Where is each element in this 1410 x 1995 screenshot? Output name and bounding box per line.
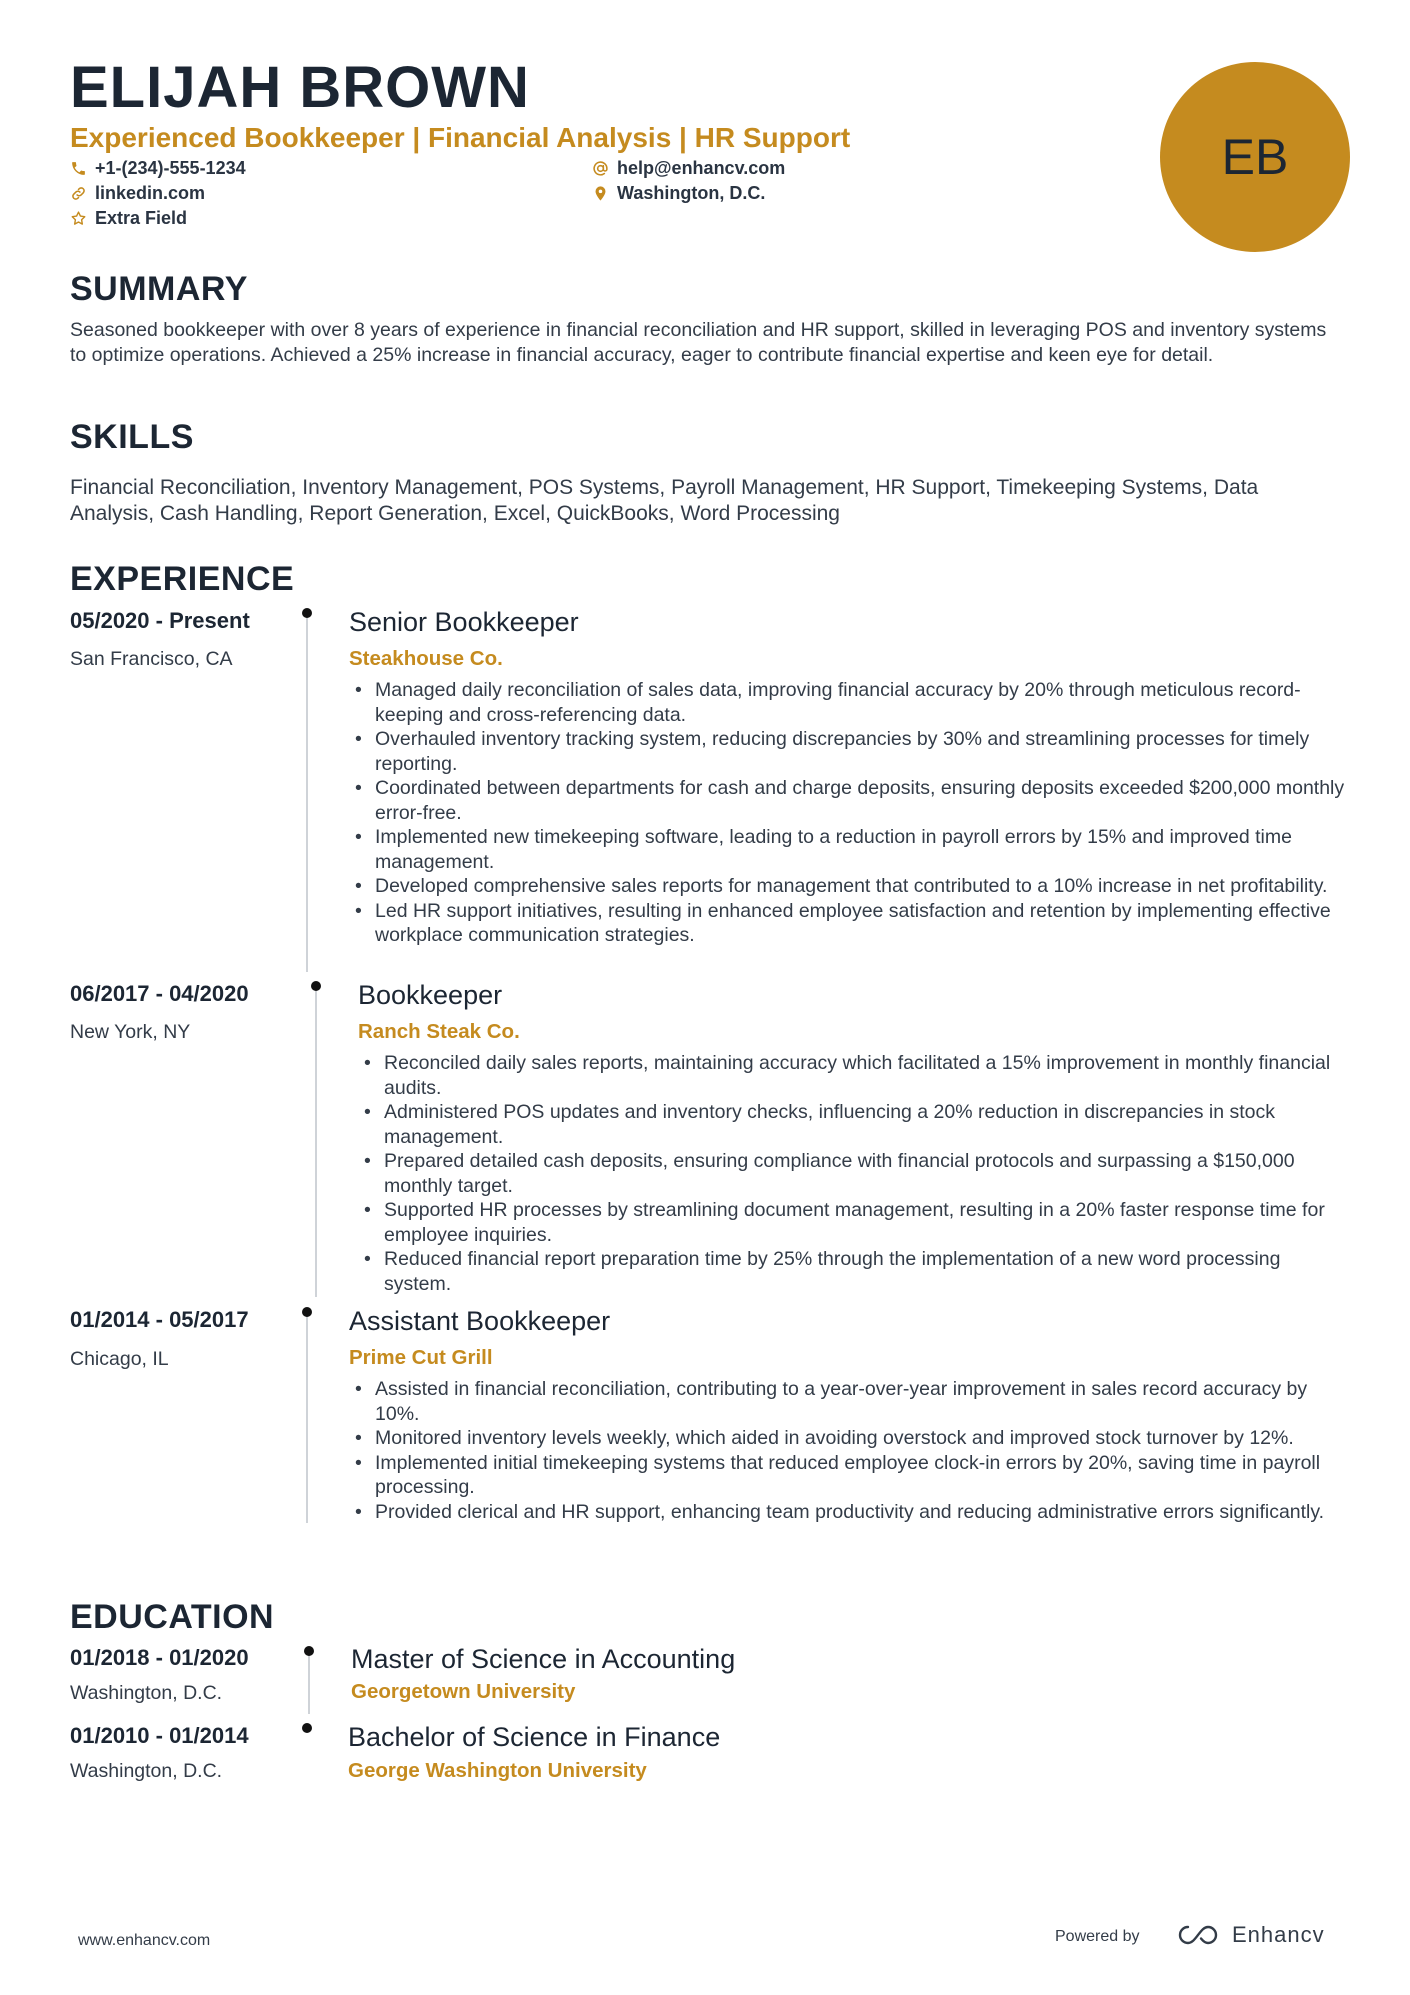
timeline-line [306, 612, 308, 972]
avatar-initials: EB [1160, 62, 1350, 252]
location-text: Washington, D.C. [617, 183, 766, 203]
company-name: Prime Cut Grill [349, 1346, 493, 1369]
degree-title: Master of Science in Accounting [351, 1644, 736, 1674]
summary-heading: SUMMARY [70, 270, 248, 308]
link-icon [70, 185, 87, 202]
experience-heading: EXPERIENCE [70, 560, 295, 598]
enhancv-logo[interactable] [1176, 1922, 1325, 1948]
skills-text: Financial Reconciliation, Inventory Management, POS Systems, Payroll Management, HR Support, Timekeeping Systems, Data Analysis, Cash Handling, Report Generation, Excel, QuickBooks, Word Processing [70, 476, 1259, 525]
at-icon [592, 160, 609, 177]
experience-dates: 01/2014 - 05/2017 [70, 1307, 249, 1332]
achievement-item: • Led HR support initiatives, resulting in enhanced employee satisfaction and retention by implementing effective workplace communication strategies. [349, 899, 1349, 948]
summary-text: Seasoned bookkeeper with over 8 years of experience in financial reconciliation and HR support, skilled in leveraging POS and inventory systems to optimize operations. Achieved a 25% increase in financial accuracy, eager to contribute financial expertise and keen eye for detail. [70, 319, 1327, 366]
headline: Experienced Bookkeeper | Financial Analysis | HR Support [70, 122, 851, 153]
candidate-name: ELIJAH BROWN [70, 55, 530, 120]
achievement-item: • Prepared detailed cash deposits, ensuring compliance with financial protocols and surpassing a $150,000 monthly target. [358, 1149, 1348, 1198]
education-heading: EDUCATION [70, 1598, 275, 1636]
experience-location: New York, NY [70, 1021, 191, 1043]
phone-text: +1-(234)-555-1234 [95, 158, 246, 178]
experience-location: San Francisco, CA [70, 648, 233, 670]
achievement-item: • Managed daily reconciliation of sales data, improving financial accuracy by 20% through meticulous record-keeping and cross-referencing data. [349, 678, 1349, 727]
footer-powered-by: Powered by [1055, 1928, 1140, 1945]
achievement-item: • Administered POS updates and inventory checks, influencing a 20% reduction in discrepancies in stock management. [358, 1100, 1348, 1149]
achievement-item: • Reconciled daily sales reports, maintaining accuracy which facilitated a 15% improvement in monthly financial audits. [358, 1051, 1348, 1100]
star-icon [70, 210, 87, 227]
contact-extra [70, 208, 187, 229]
phone-icon [70, 160, 87, 177]
company-name: Ranch Steak Co. [358, 1020, 520, 1043]
achievement-item: • Coordinated between departments for cash and charge deposits, ensuring deposits exceeded $200,000 monthly error-free. [349, 776, 1349, 825]
timeline-dot [304, 1646, 314, 1656]
skills-heading: SKILLS [70, 418, 194, 456]
experience-dates: 05/2020 - Present [70, 608, 250, 633]
company-name: Steakhouse Co. [349, 647, 503, 670]
timeline-dot [311, 981, 321, 991]
timeline-dot [302, 1307, 312, 1317]
education-location: Washington, D.C. [70, 1682, 223, 1704]
achievement-list [358, 1051, 1348, 1296]
achievement-item: • Implemented initial timekeeping systems that reduced employee clock-in errors by 20%, saving time in payroll processing. [349, 1451, 1349, 1500]
job-title: Bookkeeper [358, 980, 503, 1010]
timeline-line [308, 1650, 310, 1714]
achievement-item: • Assisted in financial reconciliation, contributing to a year-over-year improvement in sales record accuracy by 10%. [349, 1377, 1349, 1426]
timeline-line [315, 985, 317, 1297]
experience-location: Chicago, IL [70, 1348, 169, 1370]
extra-field-text: Extra Field [95, 208, 188, 228]
school-name: Georgetown University [351, 1680, 576, 1703]
achievement-item: • Overhauled inventory tracking system, reducing discrepancies by 30% and streamlining processes for timely reporting. [349, 727, 1349, 776]
timeline-dot [302, 1723, 312, 1733]
footer-website-link[interactable]: www.enhancv.com [78, 1932, 211, 1949]
linkedin-text: linkedin.com [95, 183, 206, 203]
achievement-item: • Supported HR processes by streamlining document management, resulting in a 20% faster response time for employee inquiries. [358, 1198, 1348, 1247]
enhancv-brand-text: Enhancv [1232, 1922, 1325, 1947]
education-dates: 01/2010 - 01/2014 [70, 1723, 249, 1748]
achievement-item: • Implemented new timekeeping software, leading to a reduction in payroll errors by 15% and improved time management. [349, 825, 1349, 874]
map-pin-icon [592, 185, 609, 202]
job-title: Assistant Bookkeeper [349, 1306, 611, 1336]
achievement-item: • Reduced financial report preparation time by 25% through the implementation of a new word processing system. [358, 1247, 1348, 1296]
contact-linkedin[interactable] [70, 183, 205, 204]
contact-phone[interactable] [70, 158, 246, 179]
education-dates: 01/2018 - 01/2020 [70, 1645, 249, 1670]
email-text: help@enhancv.com [617, 158, 786, 178]
achievement-list [349, 678, 1349, 948]
achievement-item: • Monitored inventory levels weekly, which aided in avoiding overstock and improved stock turnover by 12%. [349, 1426, 1349, 1451]
contact-location [592, 183, 765, 204]
education-location: Washington, D.C. [70, 1760, 223, 1782]
degree-title: Bachelor of Science in Finance [348, 1722, 721, 1752]
job-title: Senior Bookkeeper [349, 607, 579, 637]
timeline-dot [302, 608, 312, 618]
timeline-line [306, 1311, 308, 1523]
achievement-list [349, 1377, 1349, 1524]
infinity-logo-icon [1176, 1922, 1222, 1948]
school-name: George Washington University [348, 1759, 647, 1782]
experience-dates: 06/2017 - 04/2020 [70, 981, 249, 1006]
achievement-item: • Developed comprehensive sales reports for management that contributed to a 10% increase in net profitability. [349, 874, 1349, 899]
achievement-item: • Provided clerical and HR support, enhancing team productivity and reducing administrative errors significantly. [349, 1500, 1349, 1525]
contact-email[interactable] [592, 158, 785, 179]
